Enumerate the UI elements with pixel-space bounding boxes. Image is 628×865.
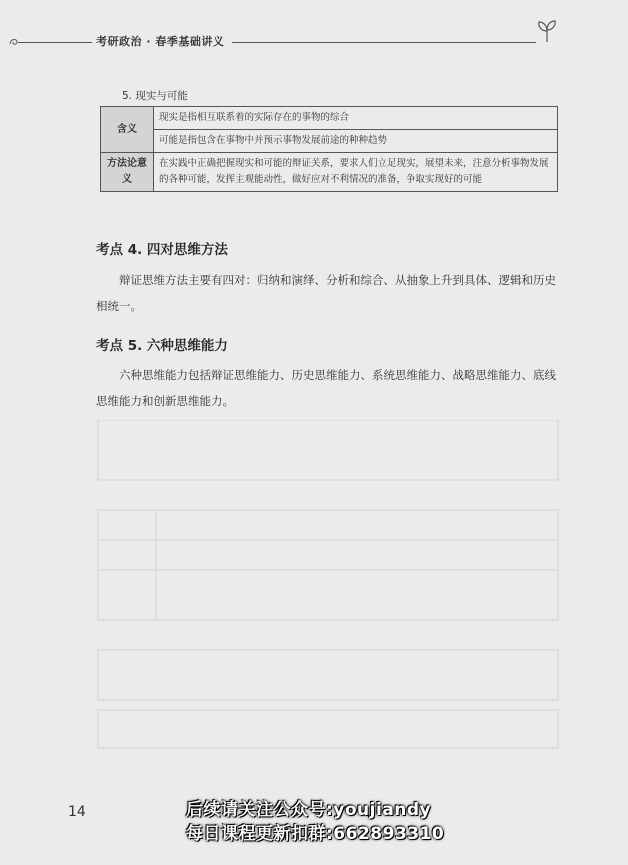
watermark-line-1: 后续请关注公众号:youjiandy xyxy=(186,800,432,820)
page-number: 14 xyxy=(68,804,86,820)
kp4-body: 辩证思维方法主要有四对：归纳和演绎、分析和综合、从抽象上升到具体、逻辑和历史相统一。 xyxy=(96,273,556,313)
header-rule xyxy=(232,42,536,43)
kp5-body: 六种思维能力包括辩证思维能力、历史思维能力、系统思维能力、战略思维能力、底线思维能力和创新思维能力。 xyxy=(96,368,556,408)
table-cell: 在实践中正确把握现实和可能的辩证关系，要求人们立足现实，展望未来，注意分析事物发展的各种可能，发挥主观能动性，做好应对不利情况的准备，争取实现好的可能 xyxy=(154,153,558,192)
show-through-background xyxy=(96,420,562,750)
kp5-title: 考点 5. 六种思维能力 xyxy=(96,338,228,354)
section-label: 5. 现实与可能 xyxy=(122,90,188,102)
watermark-line-2: 每日课程更新扣群:662893310 xyxy=(186,824,445,844)
watermark-overlay xyxy=(186,798,444,846)
table-cell: 现实是指相互联系着的实际存在的事物的综合 xyxy=(154,107,558,130)
table-row xyxy=(101,153,558,192)
table-row xyxy=(101,107,558,130)
table-row-head: 方法论意义 xyxy=(101,153,154,192)
table-cell: 可能是指包含在事物中并预示事物发展前途的种种趋势 xyxy=(154,130,558,153)
sprout-ornament-icon xyxy=(534,18,560,44)
concept-table xyxy=(100,106,558,192)
header-title: 考研政治 · 春季基础讲义 xyxy=(96,35,225,48)
table-row xyxy=(101,130,558,153)
table-row-head: 含义 xyxy=(101,107,154,153)
header-rule-left xyxy=(18,42,92,43)
kp4-title: 考点 4. 四对思维方法 xyxy=(96,242,228,258)
